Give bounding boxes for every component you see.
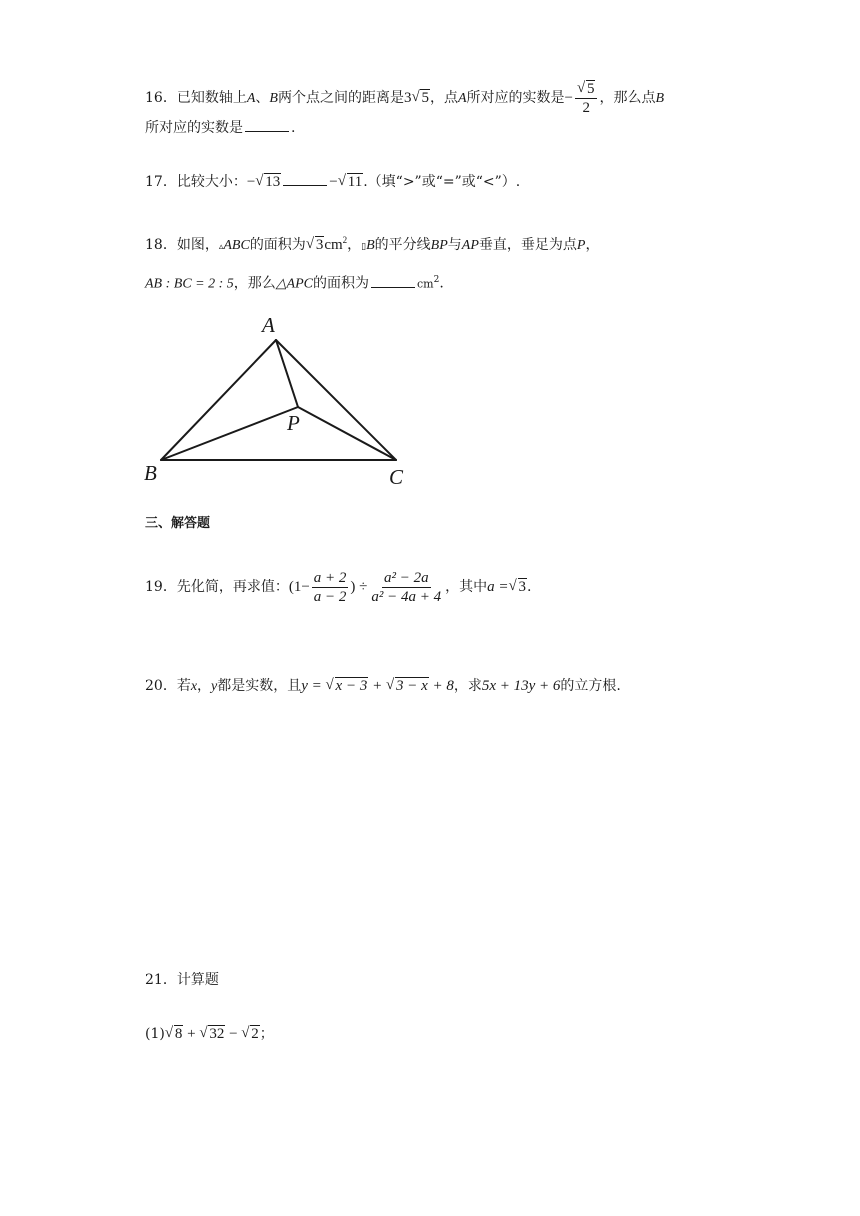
- vertex-label-a: A: [262, 313, 275, 337]
- question-18-line-2: AB : BC = 2 : 5，那么△APC的面积为 $cm^2$.: [145, 275, 444, 292]
- segment-bp: [161, 407, 298, 460]
- answer-blank: [245, 119, 289, 132]
- question-number: 20．: [145, 678, 177, 694]
- question-17: 17．比较大小：−√ 13 −√ 11.（填“>”或“=”或“<”）.: [145, 172, 520, 192]
- question-16-line-1: 16．已知数轴上A、B两个点之间的距离是3√ 5，点A所对应的实数是− √ $\frac{5}{2}$ ，那么点B: [145, 80, 664, 117]
- point-a-value: − √ $\frac{5}{2}$: [565, 90, 600, 106]
- question-number: 19．: [145, 579, 177, 595]
- question-19: 19．先化简，再求值：(1− $\frac{a + 2}{a - 2}$ ) ÷ $\frac{\text{a² − 2a}}{\text{a² − 4a + 4}}$ ，其中a =√ 3.: [145, 566, 531, 608]
- segment-pc: [298, 407, 396, 460]
- question-21: 21．计算题: [145, 972, 219, 988]
- section-title: 三、解答题: [145, 516, 211, 531]
- question-number: 16．: [145, 89, 177, 106]
- answer-blank: [371, 275, 415, 288]
- question-number: 17．: [145, 174, 177, 190]
- question-18-line-1: 18．如图，▵ABC的面积为√ $3cm^2$，▯B的平分线BP与AP垂直，垂足为点P，: [145, 230, 599, 257]
- question-number: 21．: [145, 972, 177, 988]
- segment-ca: [276, 340, 396, 460]
- answer-blank: [283, 173, 327, 186]
- question-21-part-1: (1)√ 8 + √ 32 − √ 2；: [145, 1024, 274, 1044]
- distance-value: 3√ 5: [404, 90, 430, 106]
- segment-ab: [161, 340, 276, 460]
- triangle-figure: [138, 312, 418, 492]
- question-number: 18．: [145, 237, 177, 253]
- question-20: 20．若x，y都是实数，且y = √ x − 3 + √ 3 − x + 8，求5x + 13y + 6的立方根.: [145, 676, 621, 697]
- question-16-line-2: 所对应的实数是 .: [145, 120, 296, 136]
- point-label-p: P: [287, 411, 300, 435]
- vertex-label-c: C: [389, 465, 404, 489]
- vertex-label-b: B: [144, 461, 157, 485]
